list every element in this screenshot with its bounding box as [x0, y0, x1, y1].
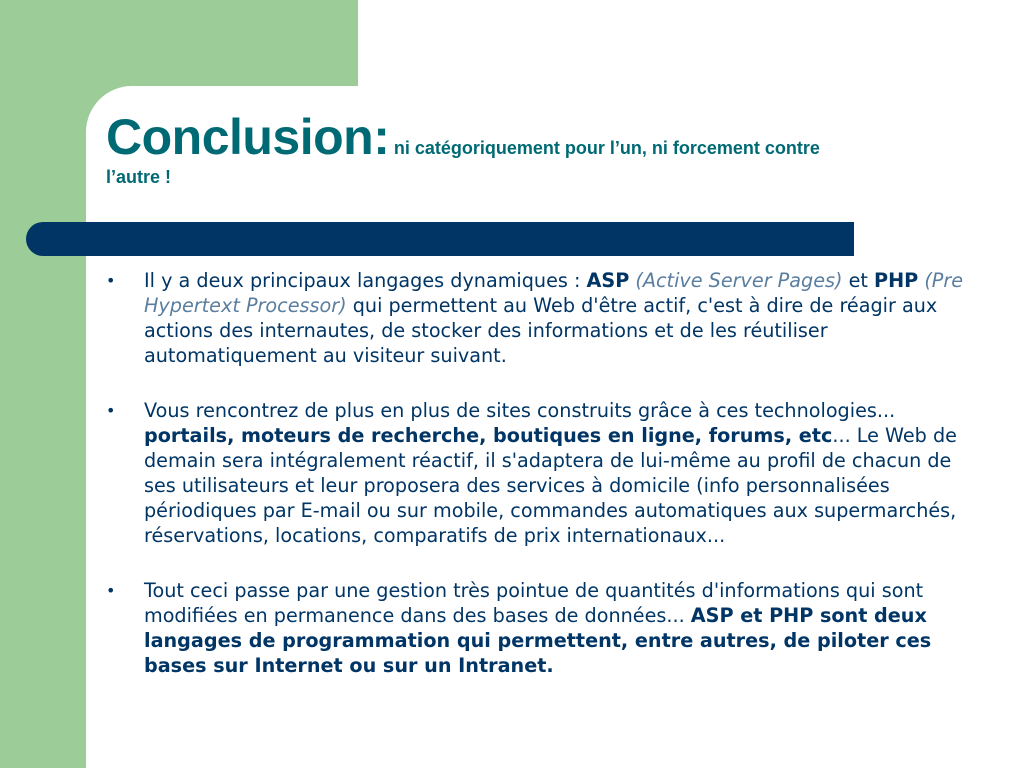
bullet-dot-icon: • [106, 401, 116, 420]
asp-label: ASP [586, 269, 630, 292]
bullet-list [106, 268, 966, 708]
bullet-item-databases [106, 578, 966, 678]
bullet-dot-icon: • [106, 271, 116, 290]
bullet-item-languages [106, 268, 966, 368]
php-expansion: (Pre Hypertext Processor) [144, 269, 964, 317]
title-divider-bar [26, 222, 854, 256]
slide-title [106, 109, 986, 187]
bullet-text: Tout ceci passe par une gestion très pointue de quantités d'informations qui sont modifiées en permanence dans des bases de données... [144, 579, 924, 627]
bullet-dot-icon: • [106, 581, 116, 600]
bullet-item-sites [106, 398, 966, 548]
bullet-text: qui permettent au Web d'être actif, c'est à dire de réagir aux actions des internautes, de stocker des informations et de les réutiliser automatiquement au visiteur suivant. [144, 294, 938, 367]
title-main: Conclusion: [106, 109, 390, 165]
asp-expansion: (Active Server Pages) [635, 269, 843, 292]
bullet-text: ... Le Web de demain sera intégralement réactif, il s'adaptera de lui-même au profil de chacun de ses utilisateurs et leur proposera des services à domicile (info personnalisées périodiques par E-mail ou sur mobile, commandes automatiques aux supermarchés, réservations, locations, comparatifs de prix internationaux... [144, 424, 957, 547]
bullet-bold-text: portails, moteurs de recherche, boutiques en ligne, forums, etc [144, 424, 833, 447]
bullet-text: et [842, 269, 875, 292]
bullet-bold-text: ASP et PHP sont deux langages de programmation qui permettent, entre autres, de piloter ces bases sur Internet ou sur un Intranet. [144, 604, 932, 677]
bullet-text: Vous rencontrez de plus en plus de sites construits grâce à ces technologies... [144, 399, 896, 422]
php-label: PHP [874, 269, 919, 292]
bullet-text: Il y a deux principaux langages dynamiques : [144, 269, 587, 292]
title-subtitle-line2: l’autre ! [106, 167, 172, 187]
title-subtitle-line1: ni catégoriquement pour l’un, ni forcement contre [393, 138, 820, 158]
